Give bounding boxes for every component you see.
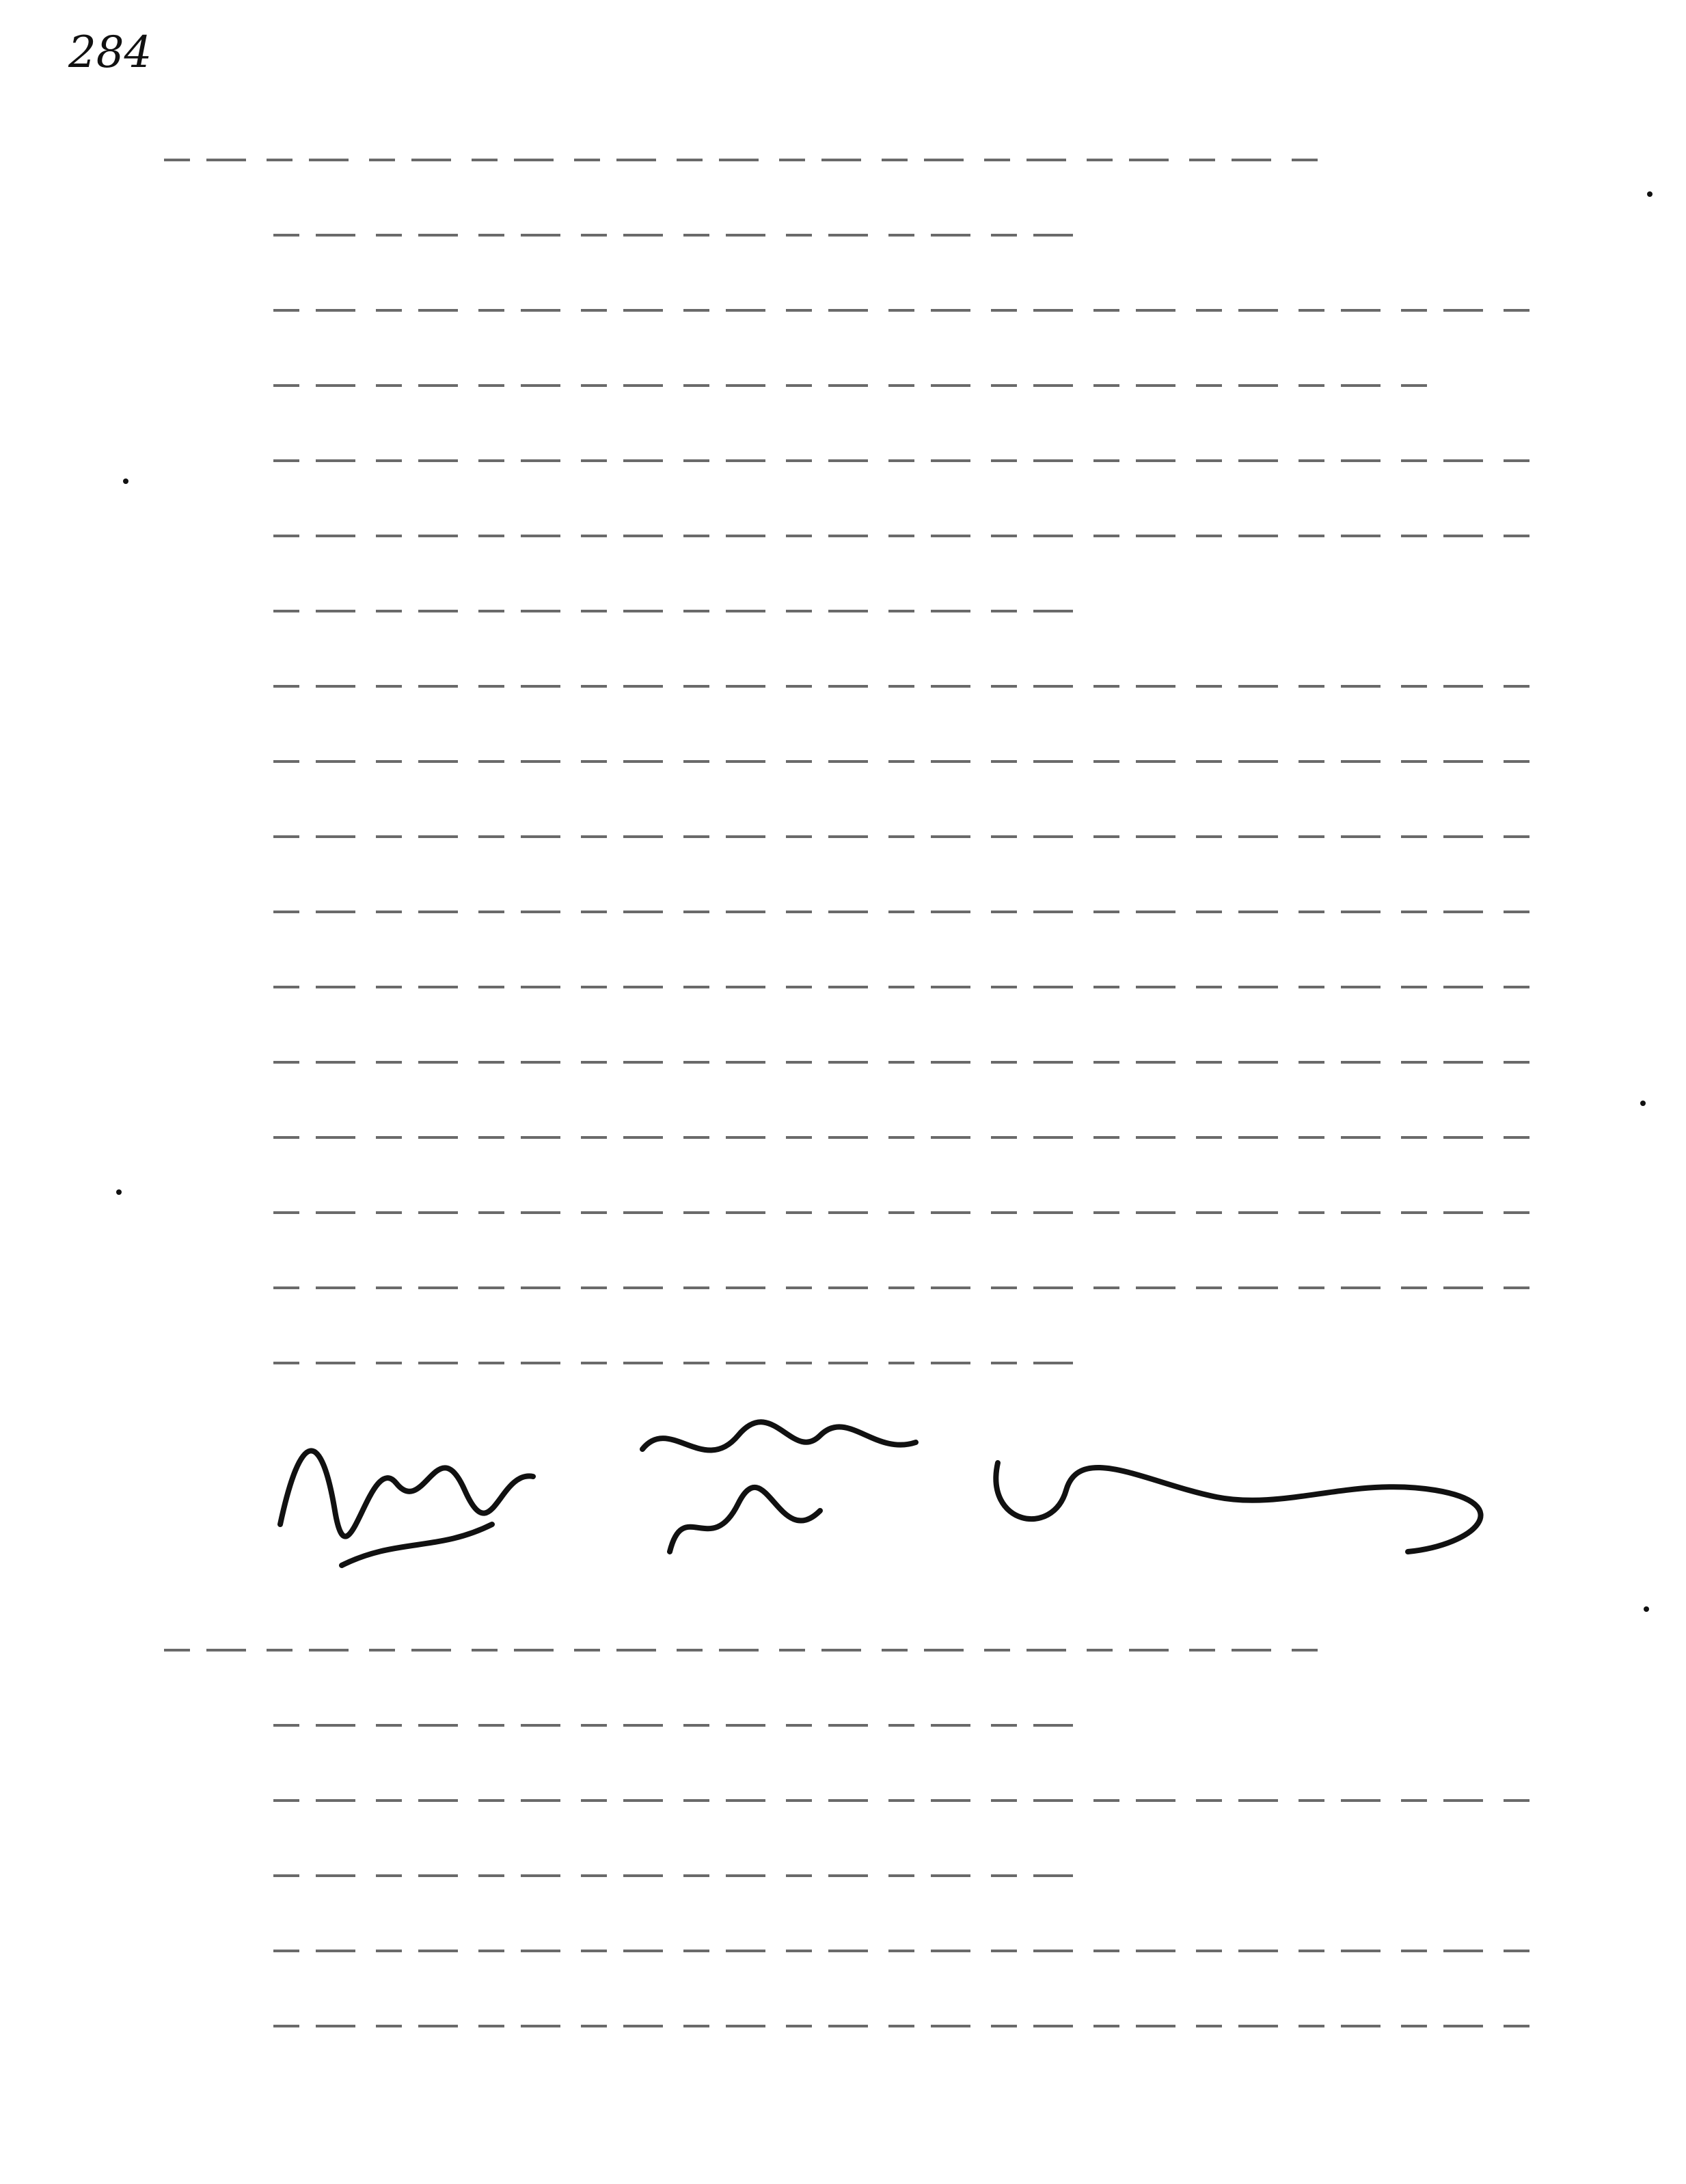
handwritten-line bbox=[164, 424, 1531, 499]
handwritten-line bbox=[164, 123, 1326, 198]
ink-speck bbox=[1647, 191, 1653, 197]
signature-1 bbox=[280, 1451, 533, 1565]
handwritten-line bbox=[164, 1101, 1531, 1176]
handwritten-line bbox=[164, 1251, 1531, 1326]
handwritten-line bbox=[164, 1025, 1531, 1101]
handwritten-line bbox=[164, 1914, 1531, 1989]
handwritten-line bbox=[164, 1688, 1093, 1764]
handwritten-line bbox=[164, 800, 1531, 875]
handwritten-line bbox=[164, 1989, 1531, 2064]
ink-speck bbox=[1640, 1101, 1646, 1106]
handwritten-line bbox=[164, 198, 1093, 273]
ink-speck bbox=[1644, 1606, 1649, 1612]
handwritten-line bbox=[164, 1839, 1093, 1914]
signature-3 bbox=[996, 1463, 1480, 1552]
minutes-entry-160 bbox=[164, 1613, 1531, 2064]
ink-speck bbox=[123, 478, 128, 484]
ink-speck bbox=[116, 1189, 122, 1195]
handwritten-line bbox=[164, 875, 1531, 950]
page-number: 284 bbox=[68, 27, 152, 78]
handwritten-line bbox=[164, 499, 1531, 574]
handwritten-line bbox=[164, 1764, 1531, 1839]
handwritten-line bbox=[164, 574, 1093, 649]
handwritten-line bbox=[164, 725, 1531, 800]
minutes-entry-159 bbox=[164, 123, 1531, 1401]
handwritten-line bbox=[164, 649, 1531, 725]
signatures bbox=[260, 1388, 1524, 1593]
handwritten-line bbox=[164, 273, 1531, 349]
signature-2 bbox=[642, 1422, 916, 1552]
handwritten-line bbox=[164, 1176, 1531, 1251]
handwritten-line bbox=[164, 1613, 1326, 1688]
handwritten-line bbox=[164, 349, 1435, 424]
handwritten-line bbox=[164, 950, 1531, 1025]
